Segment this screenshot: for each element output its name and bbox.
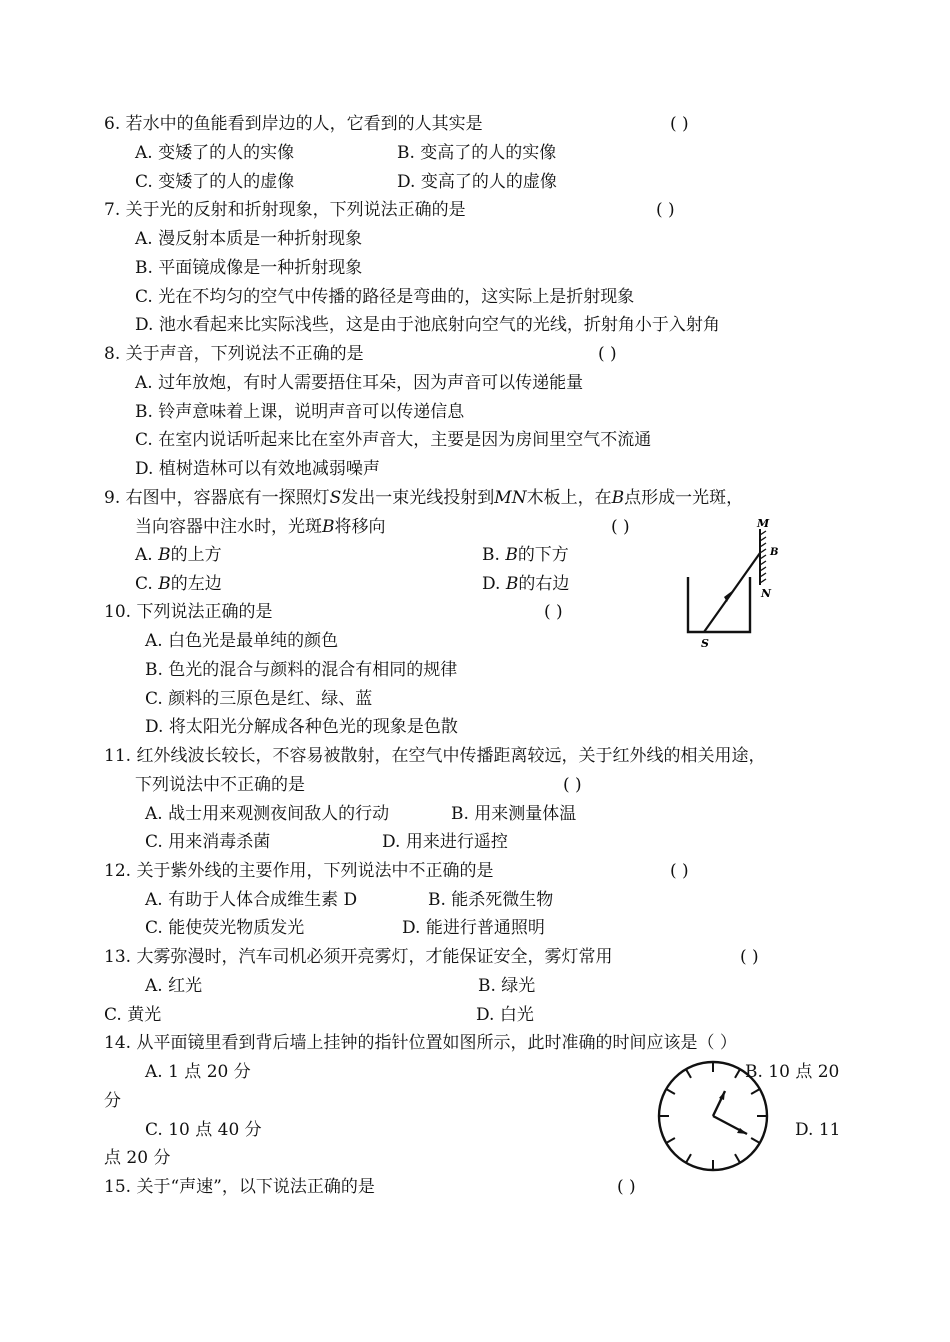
q11-option-a: A. 战士用来观测夜间敌人的行动 (145, 804, 390, 824)
q9-answer-paren: ( ) (611, 517, 630, 537)
option-text: 的右边 (518, 574, 570, 594)
q6-option-d: D. 变高了的人的虚像 (397, 172, 557, 192)
q13-stem: 13. 大雾弥漫时，汽车司机必须开亮雾灯，才能保证安全，雾灯常用 (104, 947, 613, 967)
container-outline (688, 577, 750, 632)
q7-option-d: D. 池水看起来比实际浅些，这是由于池底射向空气的光线，折射角小于入射角 (135, 315, 720, 335)
q13-option-a: A. 红光 (145, 976, 203, 996)
label-n: N (761, 587, 772, 600)
q12-option-a: A. 有助于人体合成维生素 D (145, 890, 358, 910)
q7-option-a: A. 漫反射本质是一种折射现象 (135, 229, 363, 249)
option-text: 的上方 (170, 545, 222, 565)
q13-option-b: B. 绿光 (478, 976, 536, 996)
q10-option-c: C. 颜料的三原色是红、绿、蓝 (145, 689, 373, 709)
q10-answer-paren: ( ) (544, 602, 563, 622)
q11-stem-line1: 11. 红外线波长较长，不容易被散射，在空气中传播距离较远，关于红外线的相关用途， (104, 746, 766, 766)
label-b: B (770, 547, 779, 558)
q12-stem: 12. 关于紫外线的主要作用，下列说法中不正确的是 (104, 861, 494, 881)
hour-hand-arrow-icon (719, 1091, 725, 1100)
q7-answer-paren: ( ) (656, 200, 675, 220)
q8-option-c: C. 在室内说话听起来比在室外声音大，主要是因为房间里空气不流通 (135, 430, 652, 450)
q6-answer-paren: ( ) (670, 114, 689, 134)
option-text: 的左边 (170, 574, 222, 594)
q13-option-c: C. 黄光 (104, 1005, 162, 1025)
q11-option-d: D. 用来进行遥控 (382, 832, 508, 852)
q7-stem: 7. 关于光的反射和折射现象，下列说法正确的是 (104, 200, 466, 220)
q9-var-b: B (505, 574, 519, 594)
q15-stem: 15. 关于“声速”，以下说法正确的是 (104, 1177, 375, 1197)
q10-option-d: D. 将太阳光分解成各种色光的现象是色散 (145, 717, 458, 737)
q14-option-b: B. 10 点 20 (745, 1062, 840, 1082)
q7-option-c: C. 光在不均匀的空气中传播的路径是弯曲的，这实际上是折射现象 (135, 287, 635, 307)
q9-option-b (482, 544, 569, 566)
q14-option-d-cont: 点 20 分 (104, 1148, 171, 1168)
mirror-clock-figure (655, 1058, 771, 1174)
q10-option-b: B. 色光的混合与颜料的混合有相同的规律 (145, 660, 458, 680)
q9-stem-part: 木板上，在 (526, 488, 612, 508)
option-text: 的下方 (517, 545, 569, 565)
q14-option-b-cont: 分 (104, 1091, 121, 1111)
q11-option-c: C. 用来消毒杀菌 (145, 832, 271, 852)
q9-var-b: B (158, 574, 171, 594)
option-letter: A. (135, 545, 159, 565)
q9-stem-part: 将移向 (334, 517, 386, 537)
q14-stem: 14. 从平面镜里看到背后墙上挂钟的指针位置如图所示，此时准确的时间应该是（ ） (104, 1033, 737, 1053)
q10-option-a: A. 白色光是最单纯的颜色 (145, 631, 339, 651)
q14-option-d: D. 11 (795, 1120, 841, 1140)
q12-answer-paren: ( ) (670, 861, 689, 881)
q10-stem: 10. 下列说法正确的是 (104, 602, 273, 622)
q13-answer-paren: ( ) (740, 947, 759, 967)
q11-answer-paren: ( ) (563, 775, 582, 795)
q11-option-b: B. 用来测量体温 (451, 804, 577, 824)
q12-option-c: C. 能使荧光物质发光 (145, 918, 305, 938)
q9-var-b: B (158, 545, 171, 565)
q9-stem-part: 点形成一光斑， (624, 488, 744, 508)
q9-stem-part: 9. 右图中，容器底有一探照灯 (104, 488, 330, 508)
q8-answer-paren: ( ) (598, 344, 617, 364)
option-letter: C. (135, 574, 159, 594)
q8-option-b: B. 铃声意味着上课，说明声音可以传递信息 (135, 402, 465, 422)
q7-option-b: B. 平面镜成像是一种折射现象 (135, 258, 363, 278)
q9-option-d (482, 573, 569, 595)
q9-var-b: B (611, 488, 625, 508)
q9-var-s: S (329, 488, 342, 508)
q6-option-a: A. 变矮了的人的实像 (135, 143, 295, 163)
q15-answer-paren: ( ) (617, 1177, 636, 1197)
q9-var-b: B (505, 545, 518, 565)
q9-stem-part: 当向容器中注水时，光斑 (135, 517, 322, 537)
option-letter: D. (482, 574, 506, 594)
option-letter: B. (482, 545, 506, 565)
q9-stem-part: 发出一束光线投射到 (341, 488, 495, 508)
q8-option-a: A. 过年放炮，有时人需要捂住耳朵，因为声音可以传递能量 (135, 373, 584, 393)
label-s: S (701, 637, 709, 650)
q9-option-c (135, 573, 222, 595)
q8-option-d: D. 植树造林可以有效地减弱噪声 (135, 459, 380, 479)
q9-var-b: B (322, 517, 335, 537)
q9-option-a (135, 544, 222, 566)
q9-container-figure (680, 515, 790, 655)
q13-option-d: D. 白光 (476, 1005, 534, 1025)
light-ray (704, 553, 760, 632)
q11-stem-line2: 下列说法中不正确的是 (135, 775, 305, 795)
q14-option-c: C. 10 点 40 分 (145, 1120, 262, 1140)
q12-option-d: D. 能进行普通照明 (402, 918, 545, 938)
q6-option-b: B. 变高了的人的实像 (397, 143, 557, 163)
q6-stem: 6. 若水中的鱼能看到岸边的人，它看到的人其实是 (104, 114, 483, 134)
q9-stem-line2 (135, 516, 386, 538)
label-m: M (757, 517, 770, 530)
q6-option-c: C. 变矮了的人的虚像 (135, 172, 295, 192)
q8-stem: 8. 关于声音，下列说法不正确的是 (104, 344, 364, 364)
q12-option-b: B. 能杀死微生物 (428, 890, 554, 910)
q9-var-mn: MN (494, 488, 527, 508)
q9-stem-line1 (104, 487, 743, 509)
q14-option-a: A. 1 点 20 分 (145, 1062, 251, 1082)
